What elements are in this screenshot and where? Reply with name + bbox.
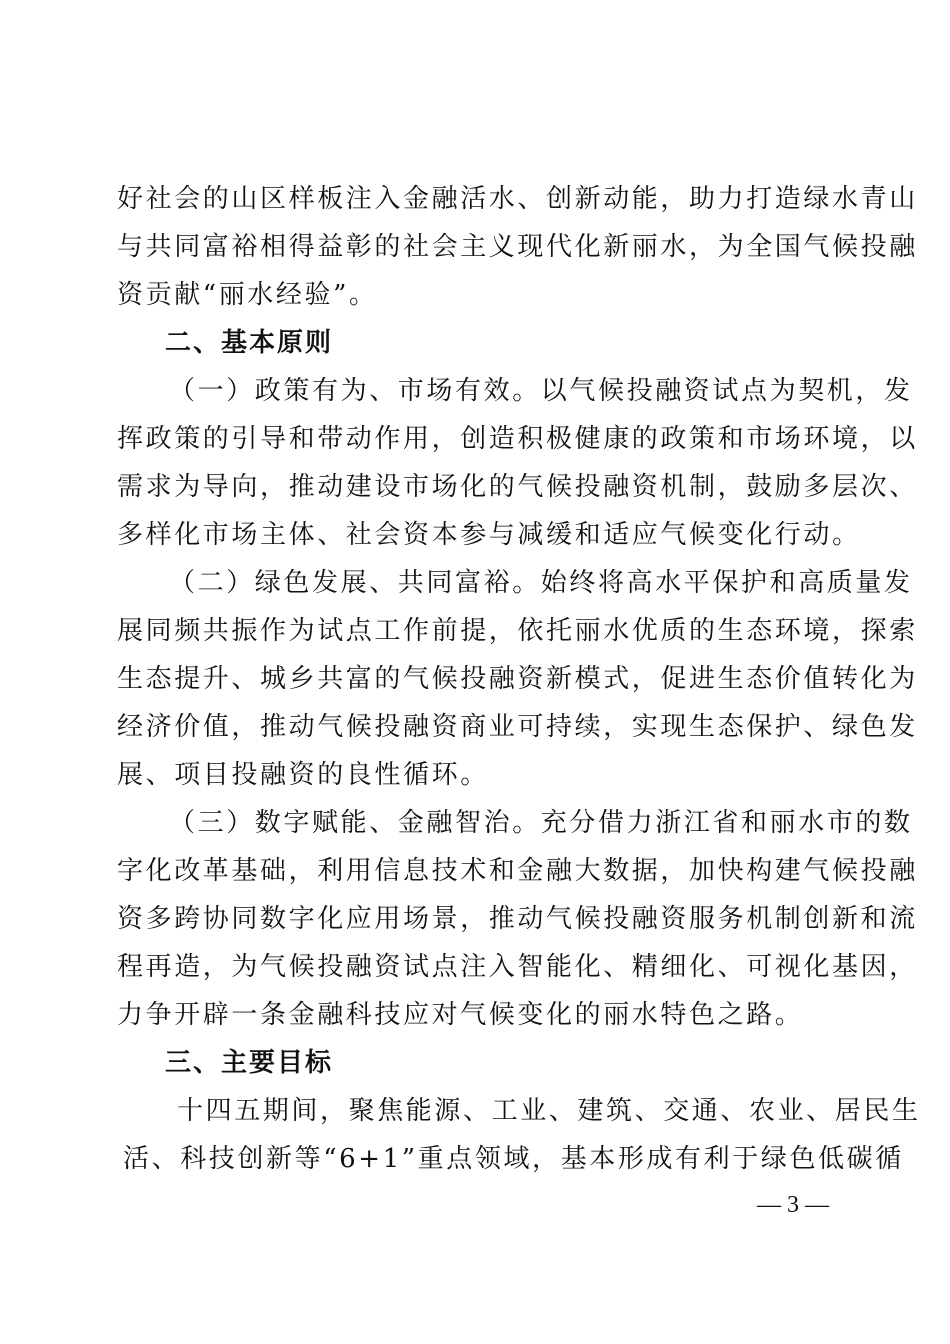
body-line: （一）政策有为、市场有效。以气候投融资试点为契机，发 [169,376,913,406]
body-line: 多样化市场主体、社会资本参与减缓和适应气候变化行动。 [117,520,861,550]
body-line: 资多跨协同数字化应用场景，推动气候投融资服务机制创新和流 [117,904,918,934]
page-number: — 3 — [757,1192,829,1218]
body-line: 活、科技创新等“6+1”重点领域，基本形成有利于绿色低碳循 [123,1144,904,1174]
body-line: 展同频共振作为试点工作前提，依托丽水优质的生态环境，探索 [117,616,918,646]
body-line: 与共同富裕相得益彰的社会主义现代化新丽水，为全国气候投融 [117,232,918,262]
body-line: 展、项目投融资的良性循环。 [117,760,489,790]
body-line: 需求为导向，推动建设市场化的气候投融资机制，鼓励多层次、 [117,472,918,502]
body-line: 程再造，为气候投融资试点注入智能化、精细化、可视化基因， [117,952,918,982]
body-line: 生态提升、城乡共富的气候投融资新模式，促进生态价值转化为 [117,664,918,694]
section-heading-goals: 三、主要目标 [165,1048,334,1078]
section-heading-principles: 二、基本原则 [165,328,334,358]
body-line: 力争开辟一条金融科技应对气候变化的丽水特色之路。 [117,1000,804,1030]
body-line: （二）绿色发展、共同富裕。始终将高水平保护和高质量发 [169,568,913,598]
body-line: 资贡献“丽水经验”。 [117,280,378,310]
body-line: （三）数字赋能、金融智治。充分借力浙江省和丽水市的数 [169,808,913,838]
body-line: 字化改革基础，利用信息技术和金融大数据，加快构建气候投融 [117,856,918,886]
body-line: 好社会的山区样板注入金融活水、创新动能，助力打造绿水青山 [117,184,918,214]
body-line: 经济价值，推动气候投融资商业可持续，实现生态保护、绿色发 [117,712,918,742]
body-line: 挥政策的引导和带动作用，创造积极健康的政策和市场环境，以 [117,424,918,454]
body-line: 十四五期间，聚焦能源、工业、建筑、交通、农业、居民生 [177,1096,921,1126]
document-body [117,175,921,1183]
